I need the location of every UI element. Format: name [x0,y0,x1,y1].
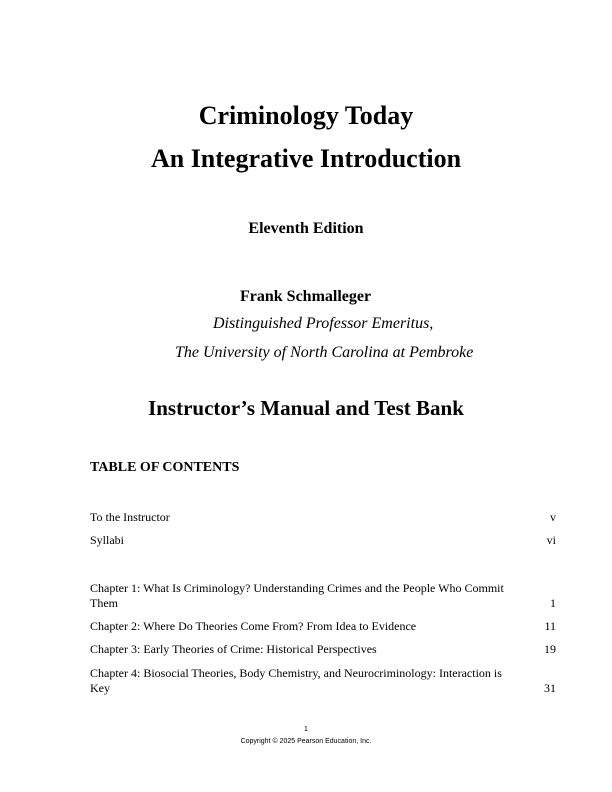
book-title: Criminology Today [198,101,414,130]
footer-copyright: Copyright © 2025 Pearson Education, Inc. [240,738,372,745]
toc-entry[interactable] [90,533,556,548]
manual-title: Instructor’s Manual and Test Bank [148,396,464,420]
toc-entry-page: 1 [550,596,556,610]
toc-entry-title: Chapter 3: Early Theories of Crime: Historical Perspectives [90,642,377,656]
toc-entry-title: Chapter 1: What Is Criminology? Understanding Crimes and the People Who Commit Them [90,581,504,610]
book-subtitle: An Integrative Introduction [150,144,462,173]
toc-entry-page: v [550,510,556,524]
toc-entry[interactable] [90,510,556,525]
toc-heading: TABLE OF CONTENTS [90,460,240,475]
edition: Eleventh Edition [248,220,364,237]
toc-entry-title: Chapter 4: Biosocial Theories, Body Chemistry, and Neurocriminology: Interaction is Key [90,666,502,695]
author-name: Frank Schmalleger [240,288,372,305]
toc-entry[interactable] [90,642,556,657]
toc-entry-title: To the Instructor [90,510,170,524]
toc-entry-page: 19 [544,642,556,656]
toc-entry[interactable] [90,666,556,696]
toc-entry-page: vi [546,533,556,547]
toc-entry-page: 11 [544,619,556,633]
author-institution: The University of North Carolina at Pembroke [175,344,474,361]
footer-page-number: 1 [304,726,308,733]
toc-entry[interactable] [90,581,556,611]
toc-entry-title: Chapter 2: Where Do Theories Come From? From Idea to Evidence [90,619,417,633]
toc-entry-title: Syllabi [90,533,125,547]
toc-entry-page: 31 [544,681,556,695]
toc-entry[interactable] [90,619,556,634]
author-position: Distinguished Professor Emeritus, [213,315,434,332]
